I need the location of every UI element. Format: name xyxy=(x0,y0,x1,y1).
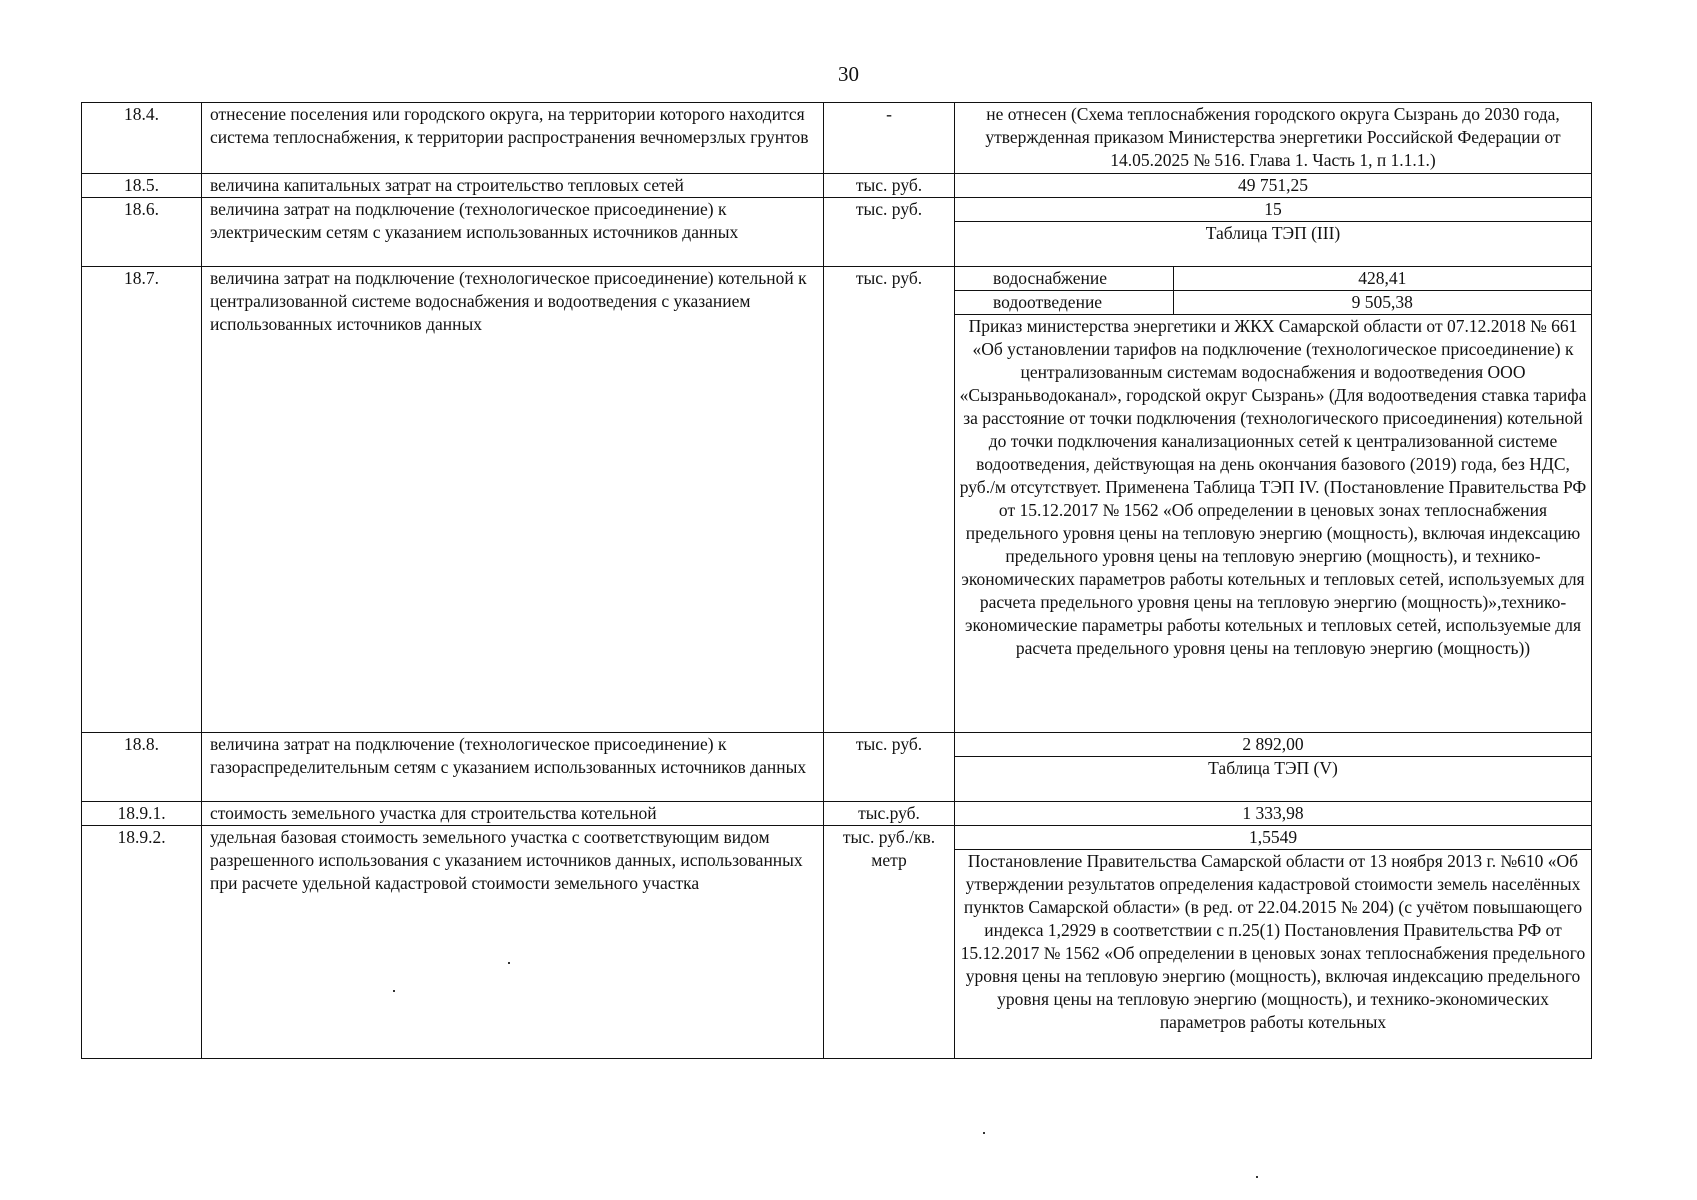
row-description: величина затрат на подключение (технологическое присоединение) котельной к централизованной системе водоснабжения и водоотведения с указанием использованных источников данных xyxy=(202,267,824,733)
table-row xyxy=(82,198,1592,267)
item-label: водоснабжение xyxy=(955,267,1173,291)
table-row xyxy=(82,826,1592,1059)
row-unit: тыс. руб. xyxy=(824,267,955,733)
row-value xyxy=(955,826,1592,1059)
parameters-table xyxy=(81,102,1592,1059)
item-label: водоотведение xyxy=(955,291,1173,315)
item-value: 9 505,38 xyxy=(1173,291,1591,315)
row-source: Постановление Правительства Самарской области от 13 ноября 2013 г. №610 «Об утверждении результатов определения кадастровой стоимости земель населённых пунктов Самарской области» (в ред. от 22.04.2015 № 204) (с учётом повышающего индекса 1,2929 в соответствии с п.25(1) Постановления Правительства РФ от 15.12.2017 № 1562 «Об определении в ценовых зонах теплоснабжения предельного уровня цены на тепловую энергию (мощность), включая индексацию предельного уровня цены на тепловую энергию (мощность), и технико-экономических параметров работы котельных xyxy=(955,850,1591,1035)
row-number: 18.9.2. xyxy=(82,826,202,1059)
table-row xyxy=(82,802,1592,826)
row-value xyxy=(955,733,1592,802)
row-value xyxy=(955,267,1592,733)
row-number: 18.9.1. xyxy=(82,802,202,826)
scan-speck xyxy=(983,1132,985,1134)
row-source: Таблица ТЭП (III) xyxy=(955,222,1591,246)
row-value xyxy=(955,103,1592,174)
row-value-text: 49 751,25 xyxy=(1238,175,1308,195)
row-unit: - xyxy=(824,103,955,174)
scan-speck xyxy=(393,990,395,992)
scan-speck xyxy=(1256,1176,1258,1178)
row-unit: тыс. руб. xyxy=(824,733,955,802)
table-row xyxy=(82,103,1592,174)
scan-speck xyxy=(508,962,510,964)
value-subtable xyxy=(955,198,1591,245)
row-description: отнесение поселения или городского округа, на территории которого находится система теплоснабжения, к территории распространения вечномерзлых грунтов xyxy=(202,103,824,174)
table-row xyxy=(82,733,1592,802)
table-row xyxy=(82,174,1592,198)
row-number: 18.5. xyxy=(82,174,202,198)
row-number: 18.4. xyxy=(82,103,202,174)
row-number: 18.6. xyxy=(82,198,202,267)
row-value xyxy=(955,174,1592,198)
value-subtable xyxy=(955,733,1591,780)
row-number: 18.7. xyxy=(82,267,202,733)
table-row xyxy=(82,267,1592,733)
row-description: величина затрат на подключение (технологическое присоединение) к электрическим сетям с указанием использованных источников данных xyxy=(202,198,824,267)
row-value-text: 1 333,98 xyxy=(1242,803,1304,823)
row-value-text: 2 892,00 xyxy=(1242,734,1304,754)
row-source: Приказ министерства энергетики и ЖКХ Самарской области от 07.12.2018 № 661 «Об установлении тарифов на подключение (технологическое присоединение) к централизованным системам водоснабжения и водоотведения ООО «Сызраньводоканал», городской округ Сызрань» (Для водоотведения ставка тарифа за расстояние от точки подключения (технологического присоединения) котельной до точки подключения канализационных сетей к централизованной системе водоотведения, действующая на день окончания базового (2019) года, без НДС, руб./м отсутствует. Применена Таблица ТЭП IV. (Постановление Правительства РФ от 15.12.2017 № 1562 «Об определении в ценовых зонах теплоснабжения предельного уровня цены на тепловую энергию (мощность), включая индексацию предельного уровня цены на тепловую энергию (мощность), и технико-экономических параметров работы котельных и тепловых сетей, используемых для расчета предельного уровня цены на тепловую энергию (мощность)»,технико-экономические параметры работы котельных и тепловых сетей, используемые для расчета предельного уровня цены на тепловую энергию (мощность)) xyxy=(955,315,1591,661)
row-number: 18.8. xyxy=(82,733,202,802)
row-description: стоимость земельного участка для строительства котельной xyxy=(202,802,824,826)
row-unit: тыс. руб. xyxy=(824,174,955,198)
row-unit: тыс.руб. xyxy=(824,802,955,826)
value-subtable xyxy=(955,826,1591,1034)
value-subtable xyxy=(955,267,1591,660)
row-description: величина затрат на подключение (технологическое присоединение) к газораспределительным сетям с указанием использованных источников данных xyxy=(202,733,824,802)
row-value xyxy=(955,198,1592,267)
row-value-text: 1,5549 xyxy=(1248,827,1298,847)
row-description: величина капитальных затрат на строительство тепловых сетей xyxy=(202,174,824,198)
row-description: удельная базовая стоимость земельного участка с соответствующим видом разрешенного использования с указанием источников данных, использованных при расчете удельной кадастровой стоимости земельного участка xyxy=(202,826,824,1059)
row-value-text: не отнесен (Схема теплоснабжения городского округа Сызрань до 2030 года, утвержденная приказом Министерства энергетики Российской Федерации от 14.05.2025 № 516. Глава 1. Часть 1, п 1.1.1.) xyxy=(985,104,1561,170)
row-source: Таблица ТЭП (V) xyxy=(955,757,1591,781)
item-value: 428,41 xyxy=(1358,268,1407,288)
row-unit: тыс. руб./кв. метр xyxy=(824,826,955,1059)
row-unit: тыс. руб. xyxy=(824,198,955,267)
row-value xyxy=(955,802,1592,826)
row-value-text: 15 xyxy=(1264,199,1282,219)
page-number: 30 xyxy=(838,62,859,86)
